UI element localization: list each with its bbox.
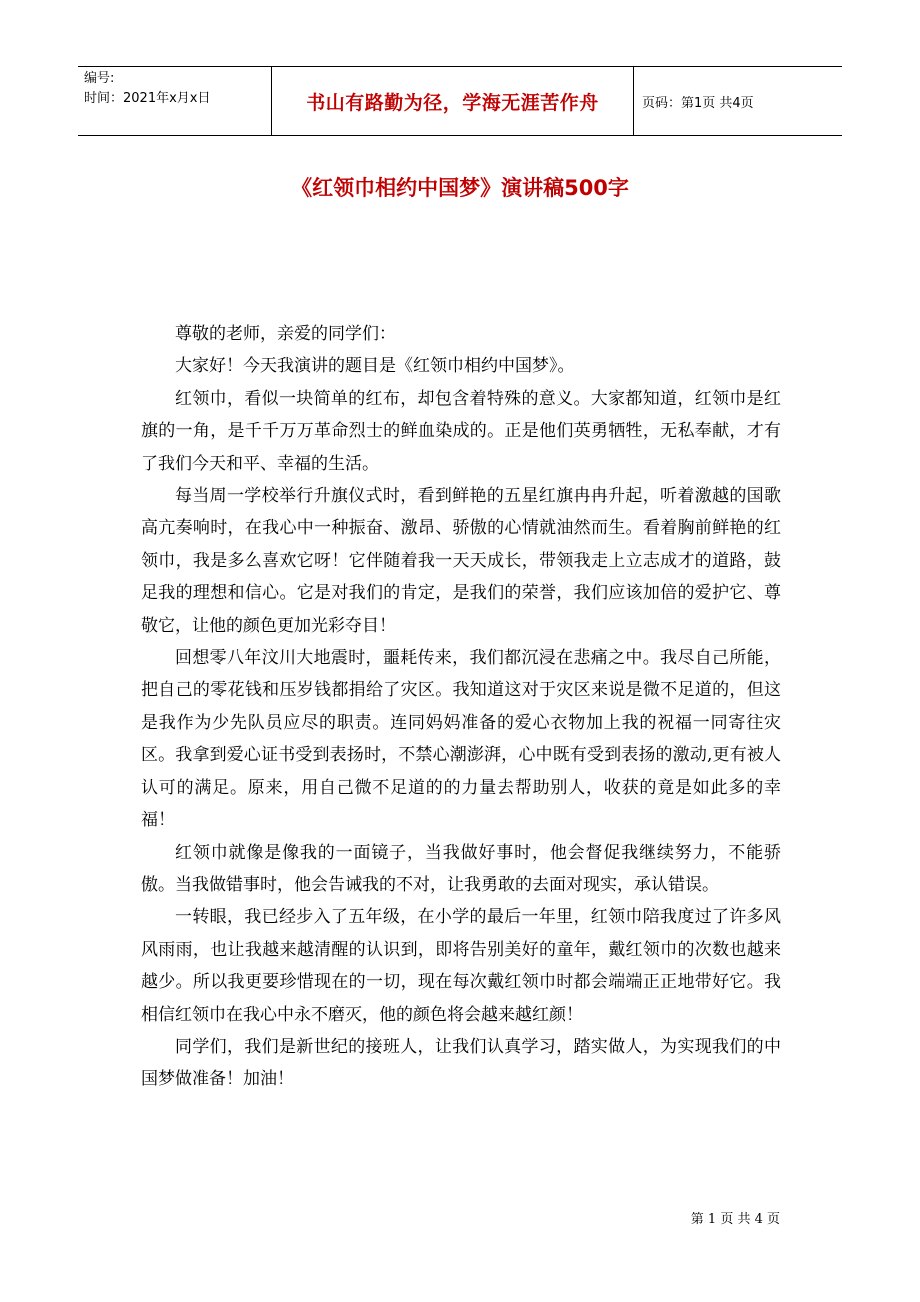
header-page-info: 页码：第1页 共4页	[642, 95, 754, 111]
page-footer: 第 1 页 共 4 页	[690, 1212, 780, 1227]
paragraph: 尊敬的老师，亲爱的同学们：	[175, 324, 396, 344]
paragraph: 回想零八年汶川大地震时，噩耗传来，我们都沉浸在悲痛之中。我尽自己所能，把自己的零花钱和压岁钱都捐给了灾区。我知道这对于灾区来说是微不足道的，但这是我作为少先队员应尽的职责。连同妈妈准备的爱心衣物加上我的祝福一同寄往灾区。我拿到爱心证书受到表扬时，不禁心潮澎湃，心中既有受到表扬的激动,更有被人认可的满足。原来，用自己微不足道的的力量去帮助别人，收获的竟是如此多的幸福！	[141, 648, 781, 831]
paragraph: 大家好！今天我演讲的题目是《红领巾相约中国梦》。	[175, 356, 575, 377]
header-meta-cell	[78, 67, 272, 135]
date-label: 时间：2021年x月x日	[84, 91, 211, 106]
paragraph: 每当周一学校举行升旗仪式时，看到鲜艳的五星红旗冉冉升起，听着激越的国歌高亢奏响时，在我心中一种振奋、激昂、骄傲的心情就油然而生。看着胸前鲜艳的红领巾，我是多么喜欢它呀！它伴随着我一天天成长，带领我走上立志成才的道路，鼓足我的理想和信心。它是对我们的肯定，是我们的荣誉，我们应该加倍的爱护它、尊敬它，让他的颜色更加光彩夺目！	[141, 486, 781, 636]
header-motto: 书山有路勤为径，学海无涯苦作舟	[272, 67, 634, 135]
paragraph: 红领巾就像是像我的一面镜子，当我做好事时，他会督促我继续努力，不能骄傲。当我做错事时，他会告诫我的不对，让我勇敢的去面对现实，承认错误。	[141, 842, 781, 895]
paragraph: 同学们，我们是新世纪的接班人，让我们认真学习，踏实做人，为实现我们的中国梦做准备！加油！	[141, 1036, 781, 1090]
document-header	[78, 66, 842, 136]
paragraph: 一转眼，我已经步入了五年级，在小学的最后一年里，红领巾陪我度过了许多风风雨雨，也让我越来越清醒的认识到，即将告别美好的童年，戴红领巾的次数也越来越少。所以我更要珍惜现在的一切，现在每次戴红领巾时都会端端正正地带好它。我相信红领巾在我心中永不磨灭，他的颜色将会越来越红颜！	[141, 907, 781, 1025]
document-title: 《红领巾相约中国梦》演讲稿500字	[291, 176, 629, 200]
paragraph: 红领巾，看似一块简单的红布，却包含着特殊的意义。大家都知道，红领巾是红旗的一角，是千千万万革命烈士的鲜血染成的。正是他们英勇牺牲，无私奉献，才有了我们今天和平、幸福的生活。	[141, 388, 781, 474]
serial-number-label: 编号:	[84, 71, 115, 86]
document-body	[141, 318, 781, 1096]
